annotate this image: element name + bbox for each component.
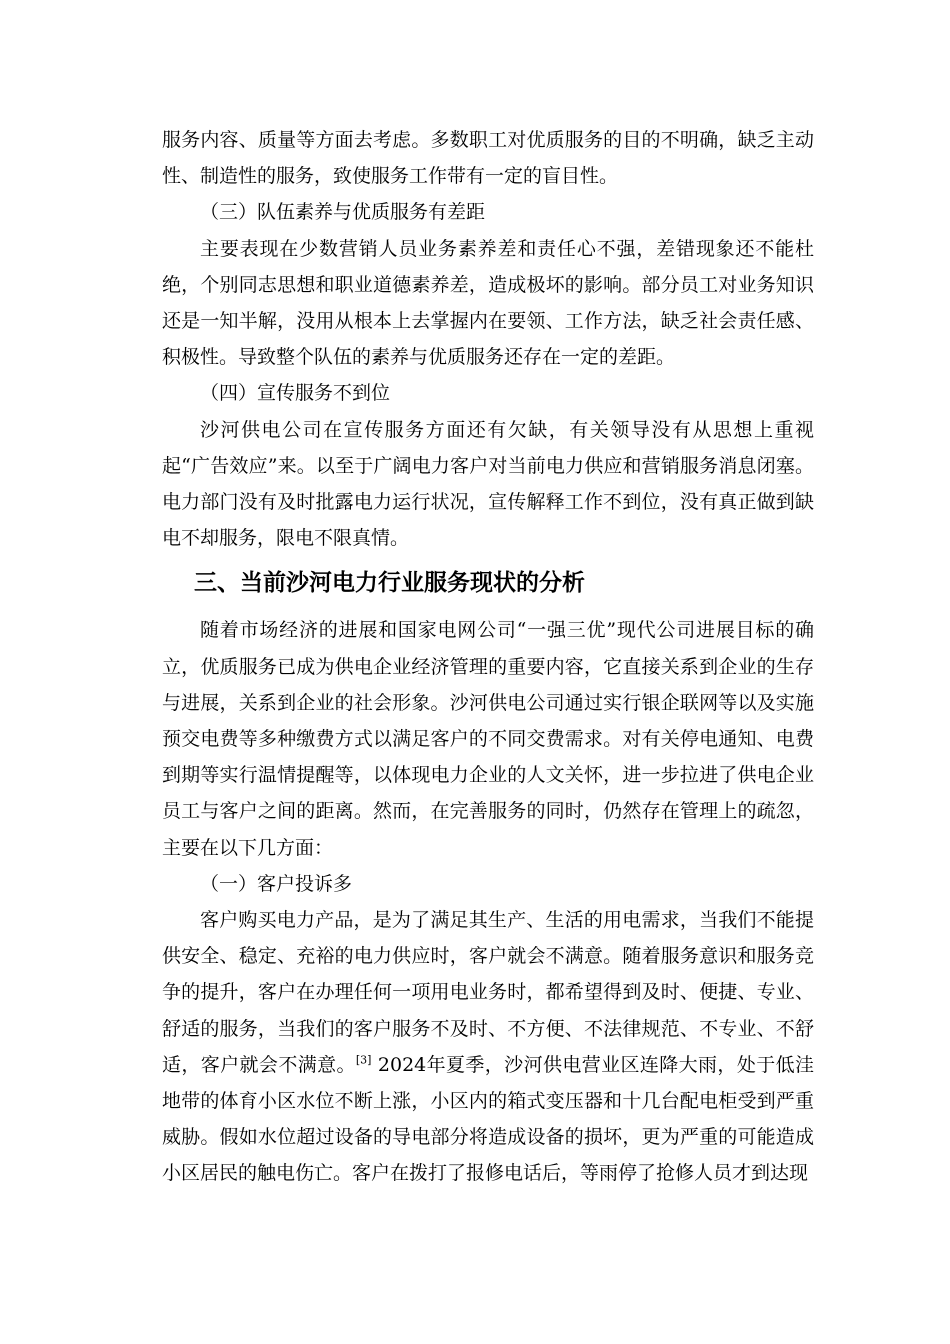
subheading-3: （三）队伍素养与优质服务有差距: [200, 201, 486, 224]
document-body: [162, 122, 814, 1192]
paragraph-sub4: 沙河供电公司在宣传服务方面还有欠缺，有关领导没有从思想上重视起“广告效应”来。以至于广阔电力客户对当前电力供应和营销服务消息闭塞。电力部门没有及时批露电力运行状况，宣传解释工作不到位，没有真正做到缺电不却服务，限电不限真情。: [162, 418, 814, 550]
paragraph-sub1-part-a: 客户购买电力产品，是为了满足其生产、生活的用电需求，当我们不能提供安全、稳定、充裕的电力供应时，客户就会不满意。随着服务意识和服务竞争的提升，客户在办理任何一项用电业务时，都希望得到及时、便捷、专业、舒适的服务，当我们的客户服务不及时、不方便、不法律规范、不专业、不舒适，客户就会不满意。: [162, 909, 814, 1076]
paragraph-sub1: [162, 902, 814, 1192]
section-heading-3: 三、当前沙河电力行业服务现状的分析: [194, 570, 585, 597]
paragraph-sub3: 主要表现在少数营销人员业务素养差和责任心不强，差错现象还不能杜绝，个别同志思想和职业道德素养差，造成极坏的影响。部分员工对业务知识还是一知半解，没用从根本上去掌握内在要领、工作方法，缺乏社会责任感、积极性。导致整个队伍的素养与优质服务还存在一定的差距。: [162, 237, 814, 369]
paragraph-section3: 随着市场经济的进展和国家电网公司“一强三优”现代公司进展目标的确立，优质服务已成为供电企业经济管理的重要内容，它直接关系到企业的生存与进展，关系到企业的社会形象。沙河供电公司通过实行银企联网等以及实施预交电费等多种缴费方式以满足客户的不同交费需求。对有关停电通知、电费到期等实行温情提醒等，以体现电力企业的人文关怀，进一步拉进了供电企业员工与客户之间的距离。然而，在完善服务的同时，仍然存在管理上的疏忽，主要在以下几方面：: [162, 619, 814, 859]
subheading-1: （一）客户投诉多: [200, 872, 353, 895]
subheading-4: （四）宣传服务不到位: [200, 382, 391, 405]
paragraph-intro: 服务内容、质量等方面去考虑。多数职工对优质服务的目的不明确，缺乏主动性、制造性的服务，致使服务工作带有一定的盲目性。: [162, 129, 814, 188]
citation-mark: [3]: [355, 1053, 372, 1067]
paragraph-sub1-part-b: 2024年夏季，沙河供电营业区连降大雨，处于低洼地带的体育小区水位不断上涨，小区内的箱式变压器和十几台配电柜受到严重威胁。假如水位超过设备的导电部分将造成设备的损坏，更为严重的可能造成小区居民的触电伤亡。客户在拨打了报修电话后，等雨停了抢修人员才到达现: [162, 1053, 814, 1185]
